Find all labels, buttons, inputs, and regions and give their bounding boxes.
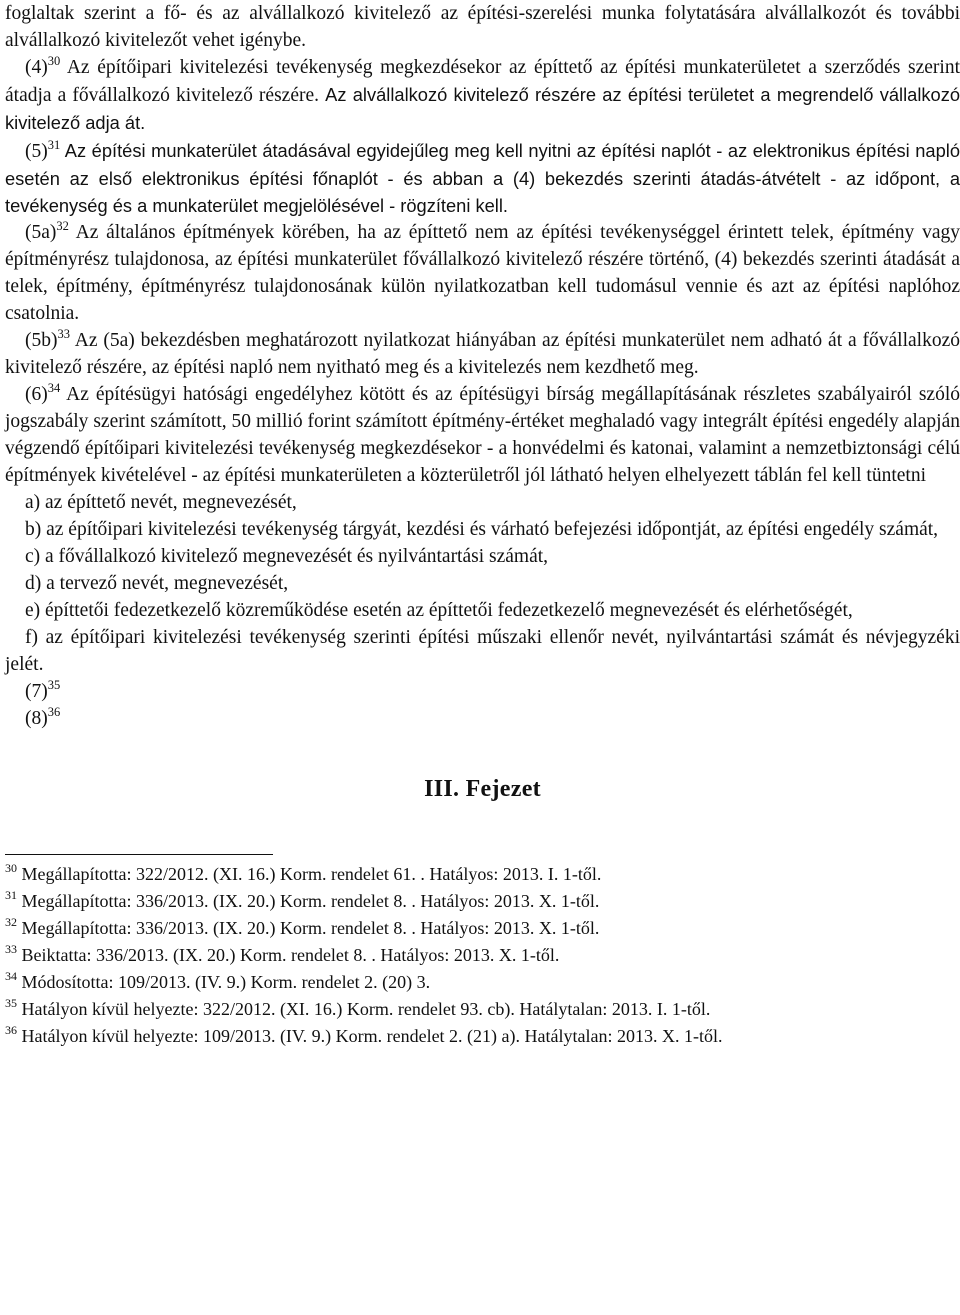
footnote-text: Hatályon kívül helyezte: 109/2013. (IV. 9.) Korm. rendelet 2. (21) a). Hatálytalan: 2013. X. 1-től. (21, 1026, 723, 1046)
chapter-heading: III. Fejezet (424, 776, 541, 802)
footnote-ref-30: 30 (47, 53, 61, 68)
footnote-text: Megállapította: 336/2013. (IX. 20.) Korm. rendelet 8. . Hatályos: 2013. X. 1-től. (21, 891, 600, 911)
paragraph-5b-text: Az (5a) bekezdésben meghatározott nyilatkozat hiányában az építési munkaterület nem adható át a fővállalkozó kivitelező részére, az építési napló nem nyitható meg és a kivitelezés nem kezdhető meg. (5, 330, 960, 378)
footnote-number: 34 (5, 969, 17, 983)
footnote-text: Hatályon kívül helyezte: 322/2012. (XI. 16.) Korm. rendelet 93. cb). Hatálytalan: 2013. I. 1-től. (21, 999, 711, 1019)
list-item-d: d) a tervező nevét, megnevezését, (25, 573, 289, 594)
footnote-number: 33 (5, 942, 17, 956)
list-item-f: f) az építőipari kivitelezési tevékenység szerinti építési műszaki ellenőr nevét, nyilvántartási számát és névjegyzéki jelét. (5, 627, 960, 675)
list-item-a: a) az építtető nevét, megnevezését, (25, 492, 297, 513)
paragraph-7 (5, 678, 960, 705)
footnote-36 (5, 1023, 960, 1050)
paragraph-7-label: (7) (25, 681, 48, 702)
footnote-number: 36 (5, 1023, 17, 1037)
footnote-ref-32: 32 (56, 218, 69, 233)
footnote-ref-35: 35 (47, 677, 61, 692)
paragraph-5a (5, 219, 960, 327)
paragraph-4-label: (4) (25, 57, 48, 78)
footnote-number: 32 (5, 915, 17, 929)
paragraph-5 (5, 137, 960, 219)
paragraph-5a-label: (5a) (25, 222, 57, 243)
footnote-text: Megállapította: 322/2012. (XI. 16.) Korm. rendelet 61. . Hatályos: 2013. I. 1-től. (21, 864, 602, 884)
paragraph-8-label: (8) (25, 708, 48, 729)
paragraph-4-text: Az építőipari kivitelezési tevékenység megkezdésekor az építtető az építési munkaterületet a szerződés szerint átadja a fővállalkozó kivitelező részére. (5, 57, 960, 106)
paragraph-5-text: Az építési munkaterület átadásával egyidejűleg meg kell nyitni az építési naplót - az elektronikus építési napló esetén az első elektronikus építési főnaplót - és abban a (4) bekezdés szerinti átadás-átvételt - az időpont, a tevékenység és a munkaterület megjelölésével - rögzíteni kell. (5, 140, 960, 216)
paragraph-8 (5, 705, 960, 732)
footnote-33 (5, 942, 960, 969)
footnote-ref-31: 31 (47, 137, 61, 152)
paragraph-6-text: Az építésügyi hatósági engedélyhez kötött és az építésügyi bírság megállapításának részletes szabályairól szóló jogszabály szerint számított, 50 millió forint számított építmény-értéket meghaladó vagy integrált építési engedély alapján végzendő építőipari kivitelezési tevékenység megkezdésekor - a honvédelmi és katonai, valamint a nemzetbiztonsági célú építmények kivételével - az építési munkaterületen a közterületről jól látható helyen elhelyezett táblán fel kell tüntetni (5, 384, 960, 486)
list-item-c: c) a fővállalkozó kivitelező megnevezését és nyilvántartási számát, (25, 546, 549, 567)
document-page (5, 0, 960, 1050)
footnote-number: 30 (5, 861, 17, 875)
footnotes (5, 861, 960, 1050)
paragraph-4-text-2: Az alvállalkozó kivitelező részére az építési területet a megrendelő vállalkozó kivitelező adja át. (5, 84, 960, 133)
paragraph-5b (5, 327, 960, 381)
list-item-b: b) az építőipari kivitelezési tevékenység tárgyát, kezdési és várható befejezési időpontját, az építési engedély számát, (25, 519, 939, 540)
intro-paragraph: foglaltak szerint a fő- és az alvállalkozó kivitelező az építési-szerelési munka folytatására alvállalkozót és további alvállalkozó kivitelezőt vehet igénybe. (5, 3, 960, 51)
footnote-35 (5, 996, 960, 1023)
footnote-number: 31 (5, 888, 17, 902)
footnote-ref-34: 34 (47, 380, 61, 395)
footnote-31 (5, 888, 960, 915)
footnote-text: Beiktatta: 336/2013. (IX. 20.) Korm. rendelet 8. . Hatályos: 2013. X. 1-től. (21, 945, 560, 965)
footnote-32 (5, 915, 960, 942)
paragraph-6-label: (6) (25, 384, 48, 405)
paragraph-6 (5, 381, 960, 489)
footnote-text: Megállapította: 336/2013. (IX. 20.) Korm. rendelet 8. . Hatályos: 2013. X. 1-től. (21, 918, 600, 938)
paragraph-5-label: (5) (25, 141, 48, 162)
footnote-number: 35 (5, 996, 17, 1010)
paragraph-5b-label: (5b) (25, 330, 58, 351)
footnote-34 (5, 969, 960, 996)
footnote-text: Módosította: 109/2013. (IV. 9.) Korm. rendelet 2. (20) 3. (21, 972, 431, 992)
paragraph-5a-text: Az általános építmények körében, ha az építtető nem az építési tevékenységgel érintett telek, építmény vagy építményrész tulajdonosa, az építési munkaterület fővállalkozó kivitelező részére történő, (4) bekezdés szerinti átadását a telek, építmény, építményrész tulajdonosának külön nyilatkozatban kell tudomásul vennie és azt az építési naplóhoz csatolnia. (5, 222, 960, 324)
footnote-divider (5, 854, 273, 855)
footnote-30 (5, 861, 960, 888)
footnote-ref-33: 33 (57, 326, 70, 341)
list-item-e: e) építtetői fedezetkezelő közreműködése esetén az építtetői fedezetkezelő megnevezését és elérhetőségét, (25, 600, 853, 621)
paragraph-4 (5, 54, 960, 137)
footnote-ref-36: 36 (47, 704, 61, 719)
